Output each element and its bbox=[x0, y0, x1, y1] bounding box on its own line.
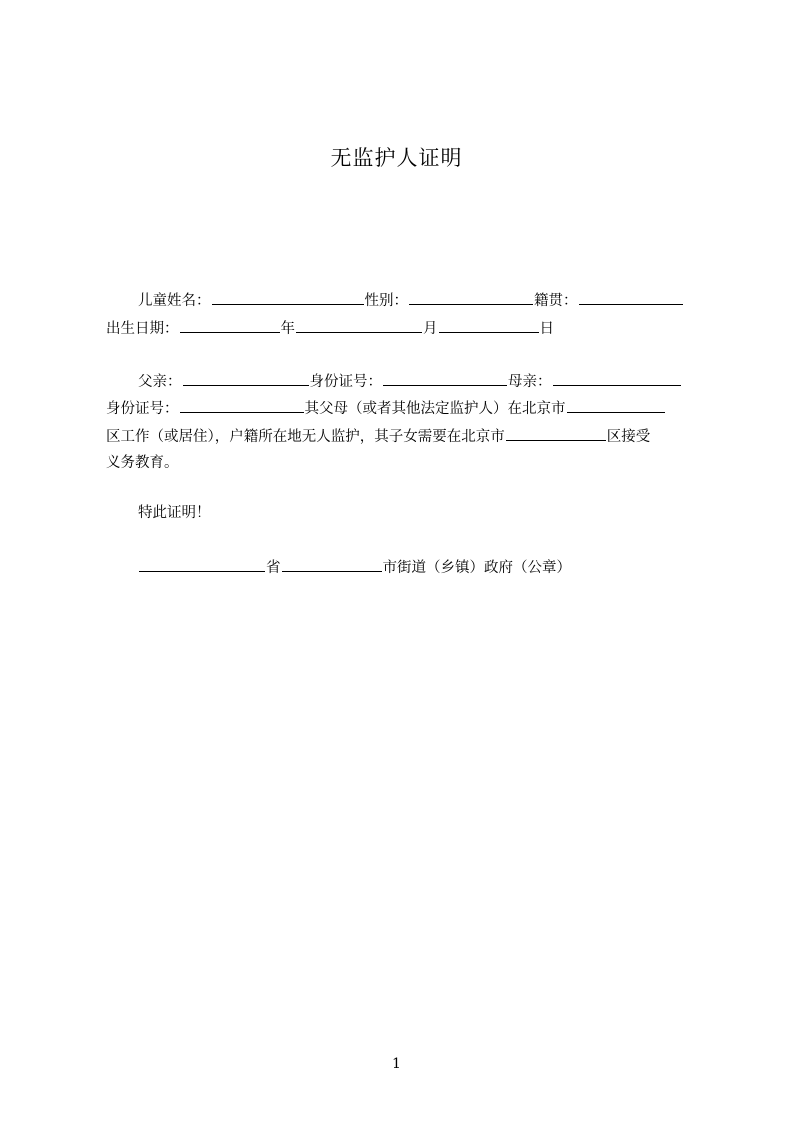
mother-label: 母亲： bbox=[508, 374, 552, 390]
mother-name-blank[interactable] bbox=[553, 371, 681, 386]
signature-line bbox=[106, 557, 734, 578]
parents-line-2 bbox=[106, 398, 702, 419]
child-info-line-1 bbox=[106, 290, 734, 311]
father-id-blank[interactable] bbox=[383, 371, 507, 386]
province-label: 省 bbox=[266, 560, 281, 576]
statement-part-1: 其父母（或者其他法定监护人）在北京市 bbox=[304, 401, 566, 417]
parents-line-3 bbox=[106, 426, 702, 447]
city-blank[interactable] bbox=[282, 557, 382, 572]
origin-blank[interactable] bbox=[579, 290, 683, 305]
origin-label: 籍贯： bbox=[534, 293, 578, 309]
child-name-blank[interactable] bbox=[212, 290, 364, 305]
mother-id-label: 身份证号： bbox=[106, 401, 179, 417]
school-district-blank[interactable] bbox=[506, 426, 606, 441]
father-id-label: 身份证号： bbox=[309, 374, 382, 390]
father-name-blank[interactable] bbox=[183, 371, 309, 386]
province-blank[interactable] bbox=[139, 557, 265, 572]
statement-part-4: 义务教育。 bbox=[106, 455, 179, 471]
father-label: 父亲： bbox=[138, 374, 182, 390]
birth-day-blank[interactable] bbox=[439, 318, 539, 333]
closing-text: 特此证明！ bbox=[138, 505, 211, 521]
parents-line-1 bbox=[106, 371, 734, 392]
month-label: 月 bbox=[423, 321, 438, 337]
statement-part-3: 区接受 bbox=[606, 429, 651, 445]
statement-part-2: 区工作（或居住），户籍所在地无人监护，其子女需要在北京市 bbox=[106, 429, 505, 445]
birth-month-blank[interactable] bbox=[296, 318, 422, 333]
year-label: 年 bbox=[280, 321, 295, 337]
closing-statement bbox=[106, 503, 734, 523]
birth-year-blank[interactable] bbox=[180, 318, 280, 333]
parents-line-4 bbox=[106, 453, 702, 473]
child-name-label: 儿童姓名： bbox=[138, 293, 211, 309]
mother-id-blank[interactable] bbox=[180, 398, 304, 413]
page-number: 1 bbox=[392, 1056, 401, 1072]
day-label: 日 bbox=[539, 321, 554, 337]
gender-blank[interactable] bbox=[409, 290, 533, 305]
document-title: 无监护人证明 bbox=[330, 146, 463, 170]
work-district-blank[interactable] bbox=[567, 398, 665, 413]
birth-date-label: 出生日期： bbox=[106, 321, 179, 337]
city-government-label: 市街道（乡镇）政府（公章） bbox=[382, 560, 571, 576]
birth-date-line bbox=[106, 318, 702, 339]
gender-label: 性别： bbox=[364, 293, 408, 309]
